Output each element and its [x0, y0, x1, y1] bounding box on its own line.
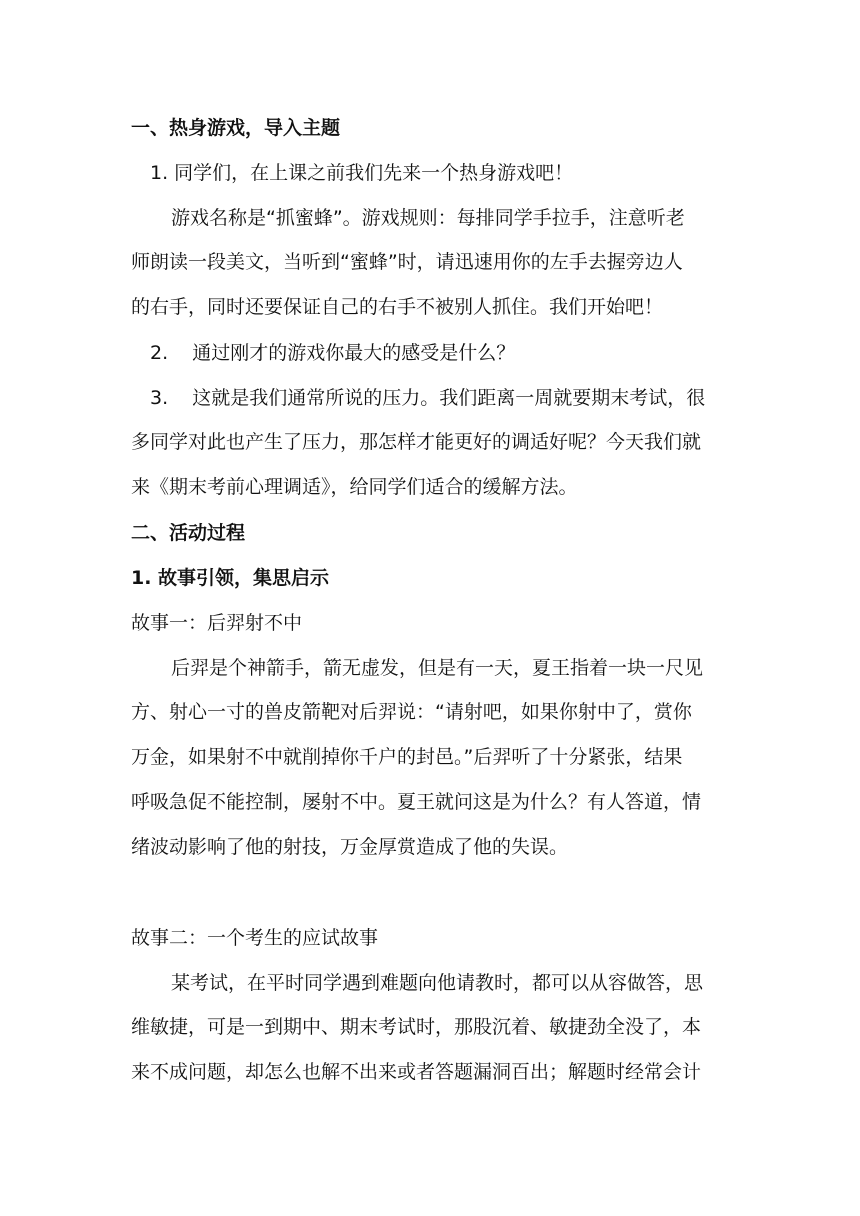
paragraph-line: 来《期末考前心理调适》，给同学们适合的缓解方法。	[131, 476, 578, 498]
paragraph-line: 来不成问题，却怎么也解不出来或者答题漏洞百出；解题时经常会计	[131, 1061, 702, 1083]
paragraph-line: 师朗读一段美文，当听到“蜜蜂”时，请迅速用你的左手去握旁边人	[131, 251, 683, 273]
list-item-2: 2. 通过刚才的游戏你最大的感受是什么？	[150, 342, 516, 364]
section-heading-activity: 二、活动过程	[131, 522, 246, 544]
paragraph-line: 绪波动影响了他的射技，万金厚赏造成了他的失误。	[131, 836, 569, 858]
paragraph-line: 后羿是个神箭手，箭无虚发，但是有一天，夏王指着一块一尺见	[171, 657, 704, 679]
paragraph-line: 万金，如果射不中就削掉你千户的封邑。”后羿听了十分紧张，结果	[131, 746, 683, 768]
paragraph-line: 方、射心一寸的兽皮箭靶对后羿说：“请射吧，如果你射中了，赏你	[131, 701, 692, 723]
paragraph-line: 多同学对此也产生了压力，那怎样才能更好的调适好呢？今天我们就	[131, 431, 702, 453]
paragraph-line: 3. 这就是我们通常所说的压力。我们距离一周就要期末考试，很	[150, 387, 706, 409]
story-title-2: 故事二：一个考生的应试故事	[131, 927, 379, 949]
paragraph-line: 的右手，同时还要保证自己的右手不被别人抓住。我们开始吧！	[131, 296, 664, 318]
subsection-heading-stories: 1. 故事引领，集思启示	[131, 567, 330, 589]
list-item-1: 1. 同学们，在上课之前我们先来一个热身游戏吧！	[150, 162, 574, 184]
paragraph-line: 维敏捷，可是一到期中、期末考试时，那股沉着、敏捷劲全没了，本	[131, 1016, 702, 1038]
section-heading-warmup: 一、热身游戏，导入主题	[131, 117, 341, 139]
story-title-1: 故事一：后羿射不中	[131, 612, 303, 634]
paragraph-line: 游戏名称是“抓蜜蜂”。游戏规则：每排同学手拉手，注意听老	[171, 207, 685, 229]
paragraph-line: 呼吸急促不能控制，屡射不中。夏王就问这是为什么？有人答道，情	[131, 791, 702, 813]
paragraph-line: 某考试，在平时同学遇到难题向他请教时，都可以从容做答，思	[171, 972, 704, 994]
